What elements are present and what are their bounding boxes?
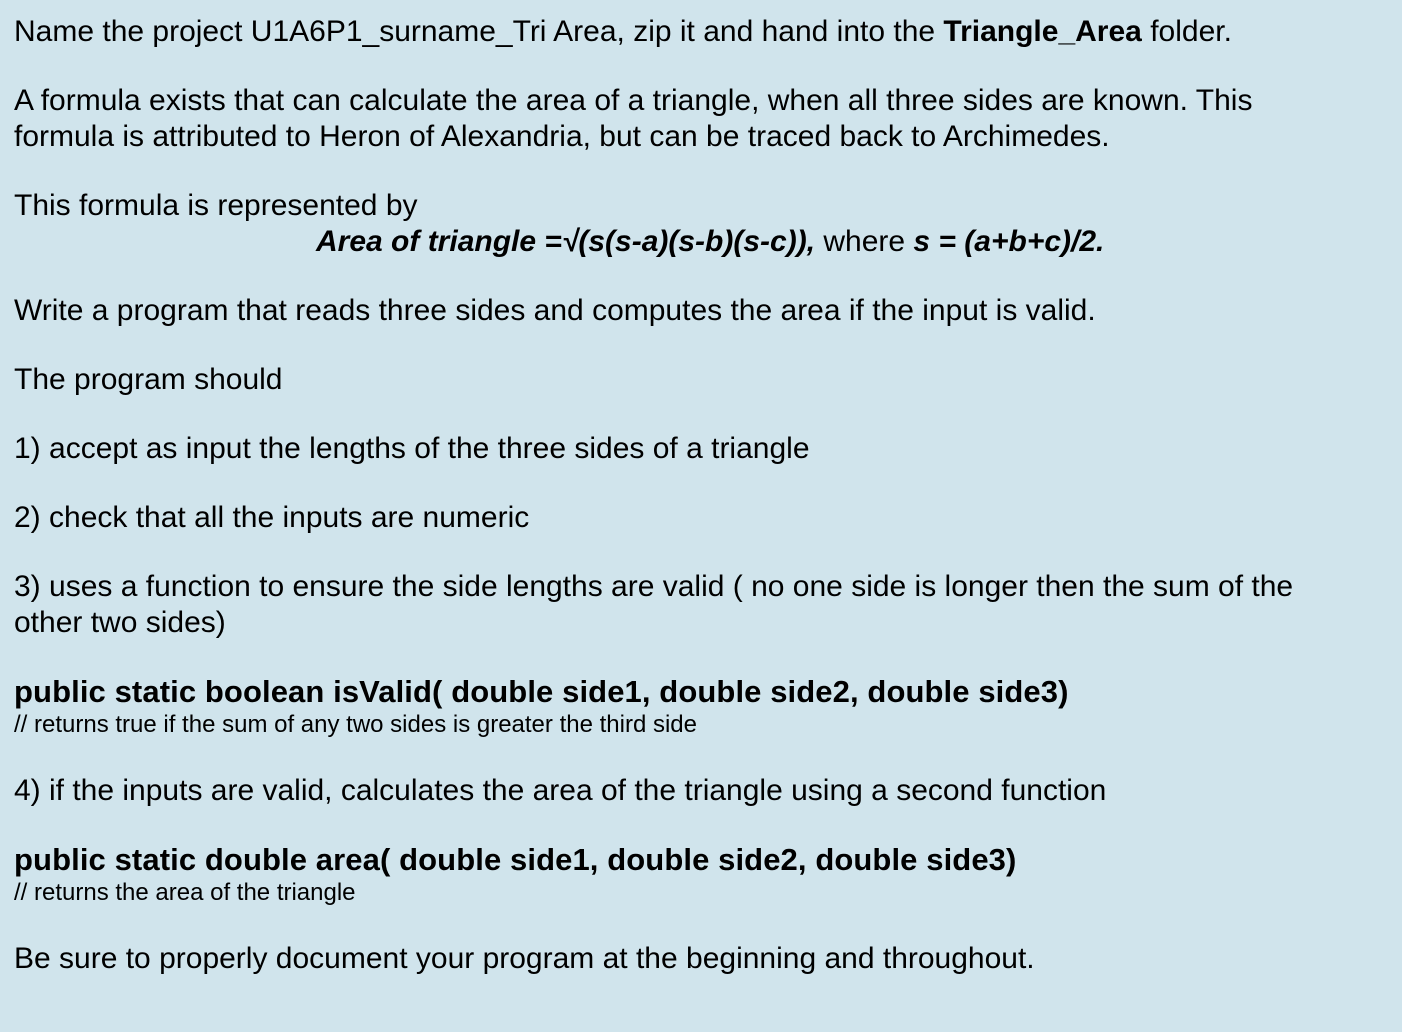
history-line-2: formula is attributed to Heron of Alexandria, but can be traced back to Archimedes. — [14, 120, 1110, 153]
semi-perimeter-definition: s = (a+b+c)/2. — [913, 225, 1105, 258]
heron-formula: Area of triangle =√(s(s-a)(s-b)(s-c)), — [316, 225, 816, 258]
step-4: 4) if the inputs are valid, calculates the area of the triangle using a second function — [14, 774, 1107, 807]
is-valid-comment: // returns true if the sum of any two sides is greater the third side — [14, 711, 697, 738]
intro-suffix: folder. — [1141, 15, 1232, 48]
step-3-line-2: other two sides) — [14, 606, 226, 639]
formula-where: where — [815, 225, 914, 258]
area-signature: public static double area( double side1, double side2, double side3) — [14, 842, 1017, 877]
step-3-line-1: 3) uses a function to ensure the side lengths are valid ( no one side is longer then the sum of the — [14, 570, 1294, 603]
intro-paragraph — [14, 14, 1394, 50]
formula-line — [316, 224, 1394, 260]
program-should: The program should — [14, 363, 283, 396]
intro-prefix: Name the project U1A6P1_surname_Tri Area, zip it and hand into the — [14, 15, 944, 48]
step-1: 1) accept as input the lengths of the three sides of a triangle — [14, 432, 810, 465]
area-comment: // returns the area of the triangle — [14, 879, 356, 906]
area-spec — [14, 842, 1394, 908]
is-valid-signature: public static boolean isValid( double side1, double side2, double side3) — [14, 674, 1069, 709]
history-paragraph — [14, 83, 1394, 155]
step-3 — [14, 569, 1394, 641]
step-2: 2) check that all the inputs are numeric — [14, 501, 530, 534]
is-valid-spec — [14, 674, 1394, 740]
closing-paragraph: Be sure to properly document your program at the beginning and throughout. — [14, 942, 1035, 975]
folder-name: Triangle_Area — [943, 15, 1142, 48]
assignment-document — [14, 14, 1394, 977]
history-line-1: A formula exists that can calculate the area of a triangle, when all three sides are known. This — [14, 84, 1253, 117]
task-paragraph: Write a program that reads three sides and computes the area if the input is valid. — [14, 294, 1096, 327]
formula-section — [14, 188, 1394, 260]
formula-lead: This formula is represented by — [14, 189, 418, 222]
